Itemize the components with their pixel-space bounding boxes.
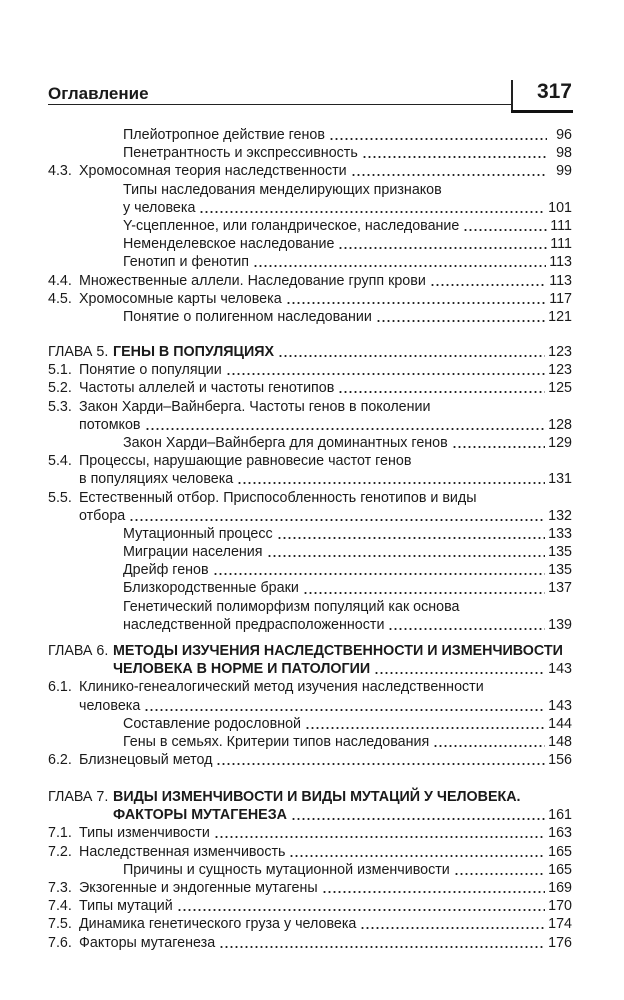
entry-title: Закон Харди–Вайнберга для доминантных генов [123,434,448,451]
section-number: 7.6. [48,934,72,951]
chapter-label: ГЛАВА 5. [48,344,109,360]
dot-leader [145,427,546,431]
toc-line [48,824,572,842]
toc-entry[interactable] [48,879,572,897]
dot-leader [253,264,546,268]
entry-title: Генотип и фенотип [123,254,249,271]
entry-title: наследственной предрасположенности [123,616,385,633]
toc-group [48,788,572,952]
dot-leader [237,481,545,485]
dot-leader [144,708,545,712]
toc-entry[interactable] [48,217,572,235]
entry-page-number: 133 [548,525,572,542]
entry-page-number: 128 [548,416,572,433]
entry-title: Неменделевское наследование [123,236,335,253]
toc-line [48,489,572,507]
page-number-underline [511,110,573,113]
entry-title: Составление родословной [123,715,302,732]
dot-leader [129,518,545,522]
dot-leader [286,301,547,305]
toc-chapter-entry[interactable] [48,788,572,824]
entry-title: Динамика генетического груза у человека [79,916,357,933]
dot-leader [303,591,545,595]
dot-leader [226,372,545,376]
toc-line [48,181,572,199]
toc-line [48,915,572,933]
dot-leader [219,945,545,949]
entry-title: Плейотропное действие генов [123,127,325,143]
toc-line [48,343,572,361]
section-number: 5.4. [48,453,72,470]
entry-page-number: 143 [548,661,572,678]
section-number: 4.5. [48,290,72,307]
section-number: 7.1. [48,825,72,842]
toc-entry[interactable] [48,715,572,733]
dot-leader [329,137,547,141]
toc-entry[interactable] [48,144,572,162]
chapter-label: ГЛАВА 7. [48,789,109,805]
toc-entry[interactable] [48,379,572,397]
dot-leader [322,890,545,894]
dot-leader [351,173,547,177]
entry-title: Клинико-генеалогический метод изучения наследственности [79,679,484,696]
toc-group [48,343,572,634]
toc-entry[interactable] [48,843,572,861]
toc-line [48,144,572,162]
section-number: 4.4. [48,272,72,289]
toc-entry[interactable] [48,489,572,525]
entry-title: Факторы мутагенеза [79,934,216,951]
toc-line [48,561,572,579]
toc-line [48,715,572,733]
toc-line [48,934,572,952]
entry-page-number: 176 [548,934,572,951]
toc-line [48,434,572,452]
section-number: 4.3. [48,163,72,180]
entry-title: Миграции населения [123,544,263,561]
chapter-label: ГЛАВА 6. [48,643,109,659]
entry-title: Закон Харди–Вайнберга. Частоты генов в поколении [79,398,431,415]
toc-entry[interactable] [48,733,572,751]
entry-page-number: 174 [548,916,572,933]
toc-group [48,126,572,326]
entry-title: Мутационный процесс [123,525,273,542]
toc-entry[interactable] [48,751,572,769]
toc-line [48,126,572,144]
dot-leader [199,210,545,214]
running-head-title: Оглавление [48,84,149,103]
entry-title: Пенетрантность и экспрессивность [123,145,358,162]
entry-page-number: 161 [548,807,572,824]
entry-page-number: 123 [548,344,572,360]
entry-title: человека [79,697,141,714]
toc-line [48,272,572,290]
toc-entry[interactable] [48,361,572,379]
section-number: 6.2. [48,752,72,769]
dot-leader [277,536,546,540]
toc-line [48,379,572,397]
entry-title: в популяциях человека [79,471,234,488]
toc-line [48,361,572,379]
entry-title: Y-сцепленное, или голандрическое, наследование [123,217,460,234]
toc-line [48,235,572,253]
entry-title: Близнецовый метод [79,752,213,769]
section-number: 7.3. [48,879,72,896]
dot-leader [452,445,545,449]
dot-leader [338,246,547,250]
entry-title: Типы мутаций [79,898,173,915]
toc-line [48,788,572,806]
dot-leader [388,627,545,631]
toc-chapter-entry[interactable] [48,642,572,678]
entry-page-number: 156 [548,752,572,769]
entry-page-number: 165 [548,861,572,878]
entry-page-number: 144 [548,715,572,732]
entry-page-number: 163 [548,825,572,842]
toc-chapter-entry[interactable] [48,343,572,361]
toc-entry[interactable] [48,678,572,714]
toc-line [48,642,572,660]
entry-page-number: 165 [548,843,572,860]
entry-page-number: 131 [548,471,572,488]
toc-entry[interactable] [48,452,572,488]
toc-entry[interactable] [48,398,572,434]
section-number: 5.3. [48,398,72,415]
toc-entry[interactable] [48,861,572,879]
chapter-title: ГЕНЫ В ПОПУЛЯЦИЯХ [113,344,275,360]
dot-leader [177,908,545,912]
dot-leader [362,155,547,159]
entry-page-number: 121 [548,308,572,325]
toc-line [48,452,572,470]
toc-line [48,416,572,434]
toc-line [48,217,572,235]
toc-entry[interactable] [48,824,572,842]
entry-title: Близкородственные браки [123,580,299,597]
entry-title: потомков [79,416,141,433]
entry-page-number: 113 [549,254,572,271]
entry-page-number: 135 [548,562,572,579]
section-number: 5.2. [48,380,72,397]
entry-title: Естественный отбор. Приспособленность генотипов и виды [79,489,477,506]
entry-page-number: 169 [548,879,572,896]
entry-page-number: 143 [548,697,572,714]
dot-leader [463,228,547,232]
toc-line [48,897,572,915]
chapter-title: ЧЕЛОВЕКА В НОРМЕ И ПАТОЛОГИИ [113,661,371,678]
dot-leader [360,926,545,930]
toc-line [48,751,572,769]
entry-page-number: 111 [550,236,572,253]
entry-title: Понятие о полигенном наследовании [123,308,372,325]
toc-line [48,806,572,824]
dot-leader [278,354,545,358]
entry-page-number: 148 [548,733,572,750]
toc-line [48,733,572,751]
toc-entry[interactable] [48,525,572,543]
page-number-divider [511,80,513,113]
toc-line [48,843,572,861]
section-number: 7.4. [48,898,72,915]
entry-title: Понятие о популяции [79,362,222,379]
entry-title: Процессы, нарушающие равновесие частот генов [79,453,412,470]
page-number: 317 [536,80,572,103]
chapter-title: ФАКТОРЫ МУТАГЕНЕЗА [113,807,287,824]
toc-line [48,253,572,271]
dot-leader [430,283,546,287]
toc-entry[interactable] [48,272,572,290]
dot-leader [305,726,545,730]
toc-entry[interactable] [48,561,572,579]
entry-title: Экзогенные и эндогенные мутагены [79,879,318,896]
entry-page-number: 137 [548,580,572,597]
toc-line [48,543,572,561]
section-number: 7.5. [48,916,72,933]
entry-title: Причины и сущность мутационной изменчивости [123,861,450,878]
entry-title: у человека [123,199,196,216]
section-number: 5.1. [48,362,72,379]
toc-group [48,642,572,769]
entry-title: Множественные аллели. Наследование групп крови [79,272,426,289]
toc-entry[interactable] [48,253,572,271]
entry-page-number: 170 [548,898,572,915]
chapter-title: ВИДЫ ИЗМЕНЧИВОСТИ И ВИДЫ МУТАЦИЙ У ЧЕЛОВЕКА. [113,789,521,805]
entry-page-number: 101 [548,199,572,216]
toc-line [48,616,572,634]
chapter-title: МЕТОДЫ ИЗУЧЕНИЯ НАСЛЕДСТВЕННОСТИ И ИЗМЕНЧИВОСТИ [113,643,563,659]
toc-line [48,861,572,879]
entry-title: Хромосомные карты человека [79,290,282,307]
toc-entry[interactable] [48,162,572,180]
dot-leader [338,390,545,394]
dot-leader [291,817,545,821]
toc-entry[interactable] [48,126,572,144]
entry-title: Хромосомная теория наследственности [79,163,347,180]
dot-leader [214,835,545,839]
toc-entry[interactable] [48,543,572,561]
toc-entry[interactable] [48,308,572,326]
entry-title: Типы наследования менделирующих признаков [123,181,442,198]
section-number: 5.5. [48,489,72,506]
toc-entry[interactable] [48,181,572,217]
dot-leader [454,872,545,876]
toc-entry[interactable] [48,434,572,452]
header-rule [48,104,512,105]
toc-entry[interactable] [48,915,572,933]
toc-line [48,879,572,897]
toc-line [48,290,572,308]
toc-line [48,507,572,525]
entry-title: Генетический полиморфизм популяций как основа [123,598,460,615]
entry-page-number: 113 [549,272,572,289]
dot-leader [216,762,545,766]
dot-leader [433,744,545,748]
entry-page-number: 135 [548,544,572,561]
entry-page-number: 129 [548,434,572,451]
entry-page-number: 96 [556,127,572,143]
entry-page-number: 99 [556,163,572,180]
toc-line [48,162,572,180]
entry-title: Наследственная изменчивость [79,843,286,860]
toc-line [48,470,572,488]
toc-line [48,308,572,326]
dot-leader [374,671,545,675]
section-number: 7.2. [48,843,72,860]
dot-leader [267,554,546,558]
entry-page-number: 139 [548,616,572,633]
toc-line [48,398,572,416]
dot-leader [213,572,546,576]
entry-title: Гены в семьях. Критерии типов наследования [123,733,430,750]
toc-entry[interactable] [48,897,572,915]
dot-leader [376,319,545,323]
toc-entry[interactable] [48,934,572,952]
toc-line [48,678,572,696]
toc-line [48,697,572,715]
toc-line [48,579,572,597]
entry-title: Типы изменчивости [79,825,210,842]
entry-title: Частоты аллелей и частоты генотипов [79,380,335,397]
toc-entry[interactable] [48,579,572,597]
toc-entry[interactable] [48,235,572,253]
toc-line [48,598,572,616]
entry-title: Дрейф генов [123,562,209,579]
entry-page-number: 132 [548,507,572,524]
toc-line [48,525,572,543]
entry-page-number: 98 [556,145,572,162]
entry-page-number: 125 [548,380,572,397]
entry-page-number: 111 [550,217,572,234]
toc-entry[interactable] [48,290,572,308]
entry-page-number: 123 [548,362,572,379]
toc-line [48,199,572,217]
toc-line [48,660,572,678]
dot-leader [289,854,545,858]
toc-entry[interactable] [48,598,572,634]
entry-title: отбора [79,507,126,524]
section-number: 6.1. [48,679,72,696]
entry-page-number: 117 [549,290,572,307]
